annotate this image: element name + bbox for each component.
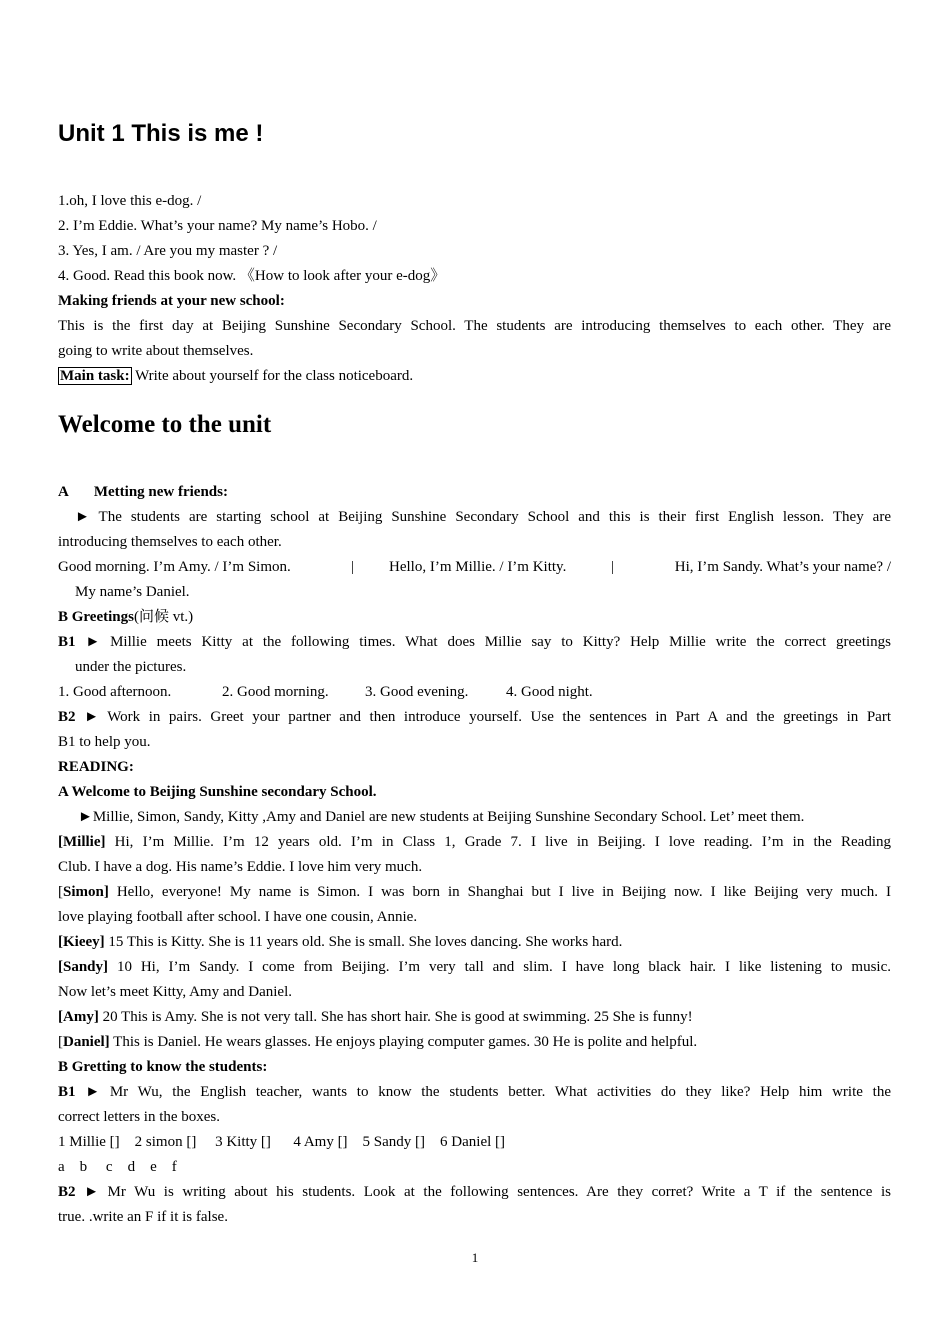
millie-label: [Millie] [58,834,106,850]
greeting-1: 1. Good afternoon. [58,684,172,700]
b1-label: B1 [58,634,76,650]
reading-heading: READING: [58,759,134,775]
b1-text: ► Millie meets Kitty at the following times. What does Millie say to Kitty? Help Millie write the correct greetings [75,634,891,650]
intro-line-2: 2. I’m Eddie. What’s your name? My name’s Hobo. / [58,218,377,234]
section-a-label: A [58,484,69,500]
reading-b2-paragraph-2: true. .write an F if it is false. [58,1209,228,1225]
intro-line-1: 1.oh, I love this e-dog. / [58,193,202,209]
section-a-heading-line [58,480,891,505]
kieey-label: [Kieey] [58,934,105,950]
daniel-label: Daniel] [63,1034,110,1050]
main-task-label: Main task: [60,368,130,384]
dialogue-line [58,555,891,580]
making-friends-paragraph-2: going to write about themselves. [58,343,254,359]
reading-a-intro: ►Millie, Simon, Sandy, Kitty ,Amy and Daniel are new students at Beijing Sunshine Secondary School. Let’ meet them. [78,809,805,825]
kieey-paragraph [58,930,891,955]
sandy-text: 10 Hi, I’m Sandy. I come from Beijing. I’m very tall and slim. I have long black hair. I like listening to music. [108,959,891,975]
intro-block [58,189,891,389]
b2-label: B2 [58,709,76,725]
section-a-paragraph-2: introducing themselves to each other. [58,534,282,550]
section-b-heading: B Greetings [58,609,134,625]
amy-label: [Amy] [58,1009,99,1025]
greetings-line [58,680,891,705]
dialogue-separator-1: | [351,559,355,575]
daniel-text: This is Daniel. He wears glasses. He enjoys playing computer games. 30 He is polite and helpful. [109,1034,698,1050]
section-a-paragraph-1: ► The students are starting school at Beijing Sunshine Secondary School and this is their first English lesson. They are [75,509,891,525]
kieey-text: 15 This is Kitty. She is 11 years old. She is small. She loves dancing. She works hard. [104,934,623,950]
reading-b1-paragraph-1 [58,1080,891,1105]
reading-b2-paragraph-1 [58,1180,891,1205]
making-friends-heading: Making friends at your new school: [58,293,285,309]
simon-paragraph-2: love playing football after school. I have one cousin, Annie. [58,909,418,925]
page-number: 1 [471,1250,479,1265]
answer-letters-line: a b c d e f [58,1159,177,1175]
reading-b1-label: B1 [58,1084,76,1100]
welcome-block [58,480,891,1230]
reading-b-heading: B Gretting to know the students: [58,1059,268,1075]
simon-paragraph-1 [58,880,891,905]
simon-label: Simon] [63,884,109,900]
b1-paragraph-2: under the pictures. [75,659,187,675]
b2-paragraph-2: B1 to help you. [58,734,151,750]
amy-text: 20 This is Amy. She is not very tall. She has short hair. She is good at swimming. 25 She is funny! [98,1009,693,1025]
section-a-heading: Metting new friends: [93,484,228,500]
millie-paragraph-2: Club. I have a dog. His name’s Eddie. I love him very much. [58,859,423,875]
millie-text: Hi, I’m Millie. I’m 12 years old. I’m in Class 1, Grade 7. I live in Beijing. I love reading. I’m in the Reading [105,834,891,850]
greeting-4: 4. Good night. [506,684,593,700]
dialogue-2: Hello, I’m Millie. / I’m Kitty. [389,559,567,575]
reading-b2-label: B2 [58,1184,76,1200]
main-task-line [58,364,891,389]
main-task-text: Write about yourself for the class noticeboard. [131,368,414,384]
amy-paragraph [58,1005,891,1030]
reading-a-heading: A Welcome to Beijing Sunshine secondary School. [58,784,377,800]
section-b-heading-note: (问候 vt.) [133,609,194,625]
dialogue-separator-2: | [611,559,615,575]
simon-bracket: [ [58,884,63,900]
intro-line-3: 3. Yes, I am. / Are you my master ? / [58,243,278,259]
daniel-bracket: [ [58,1034,63,1050]
reading-b1-text: ► Mr Wu, the English teacher, wants to know the students better. What activities do they like? Help him write the [75,1084,891,1100]
b1-paragraph-1 [58,630,891,655]
reading-b1-paragraph-2: correct letters in the boxes. [58,1109,221,1125]
b2-text: ► Work in pairs. Greet your partner and then introduce yourself. Use the sentences in Part A and the greetings in Part [75,709,891,725]
sandy-label: [Sandy] [58,959,109,975]
answer-boxes-line: 1 Millie [] 2 simon [] 3 Kitty [] 4 Amy [] 5 Sandy [] 6 Daniel [] [58,1134,506,1150]
intro-line-4: 4. Good. Read this book now. 《How to look after your e-dog》 [58,268,446,284]
simon-text: Hello, everyone! My name is Simon. I was born in Shanghai but I live in Beijing now. I like Beijing very much. I [108,884,891,900]
making-friends-paragraph-1: This is the first day at Beijing Sunshine Secondary School. The students are introducing themselves to each other. They are [58,318,891,334]
welcome-heading: Welcome to the unit [58,411,272,438]
b2-paragraph-1 [58,705,891,730]
sandy-paragraph-1 [58,955,891,980]
greeting-3: 3. Good evening. [365,684,469,700]
reading-b2-text: ► Mr Wu is writing about his students. Look at the following sentences. Are they corret? Write a T if the sentence is [75,1184,891,1200]
sandy-paragraph-2: Now let’s meet Kitty, Amy and Daniel. [58,984,292,1000]
section-b-heading-line [58,605,891,630]
dialogue-3: Hi, I’m Sandy. What’s your name? / [674,559,891,575]
millie-paragraph-1 [58,830,891,855]
page-title: Unit 1 This is me ! [58,120,264,147]
dialogue-4: My name’s Daniel. [75,584,190,600]
daniel-paragraph [58,1030,891,1055]
greeting-2: 2. Good morning. [222,684,329,700]
dialogue-1: Good morning. I’m Amy. / I’m Simon. [58,559,291,575]
